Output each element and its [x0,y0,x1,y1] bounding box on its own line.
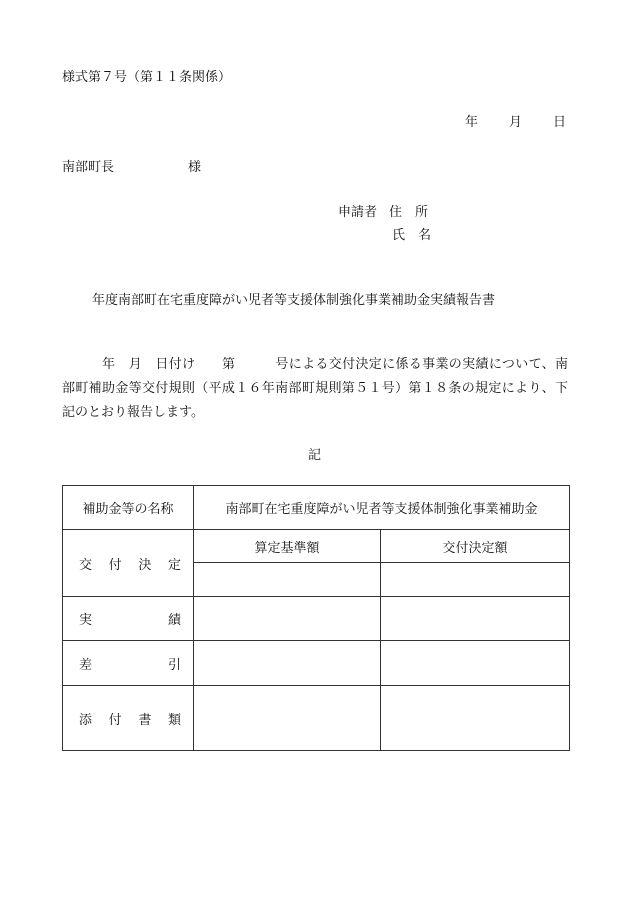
grant-decision-header-row [63,530,570,563]
attachments-label: 添 付 書 類 [63,686,194,751]
report-table [62,485,570,751]
difference-standard-cell[interactable] [194,641,381,686]
applicant-address-row [338,201,428,220]
attachments-row [63,686,570,751]
date-day: 日 [553,115,567,130]
difference-label: 差 引 [63,641,194,686]
subsidy-name-label: 補助金等の名称 [63,486,194,530]
results-decided-cell[interactable] [381,597,570,641]
addressee-name: 南部町長 [62,160,115,175]
subsidy-name-value: 南部町在宅重度障がい児者等支援体制強化事業補助金 [194,486,570,530]
ki-heading: 記 [308,448,322,463]
col-standard-header: 算定基準額 [194,530,381,563]
applicant-address-label: 住 所 [389,205,429,220]
date-year: 年 [465,115,479,130]
date-line [465,111,566,130]
applicant-name-label: 氏 名 [392,228,432,243]
difference-decided-cell[interactable] [381,641,570,686]
report-body: 年 月 日付け 第 号による交付決定に係る事業の実績について、南部町補助金等交付規則（平成１６年南部町規則第５１号）第１８条の規定により、下記のとおり報告します。 [62,357,568,420]
applicant-name-row [392,224,431,243]
attachments-decided-cell[interactable] [381,686,570,751]
addressee-honorific: 様 [188,160,202,175]
report-title: 年度南部町在宅重度障がい児者等支援体制強化事業補助金実績報告書 [92,293,496,308]
date-month: 月 [509,115,523,130]
form-number: 様式第７号（第１１条関係） [62,70,232,85]
standard-amount-cell[interactable] [194,563,381,597]
applicant-label: 申請者 [338,205,378,220]
col-decided-header: 交付決定額 [381,530,570,563]
decided-amount-cell[interactable] [381,563,570,597]
difference-row [63,641,570,686]
addressee [62,156,201,175]
subsidy-name-row [63,486,570,530]
grant-decision-label: 交 付 決 定 [63,530,194,597]
results-row [63,597,570,641]
results-standard-cell[interactable] [194,597,381,641]
attachments-standard-cell[interactable] [194,686,381,751]
results-label: 実 績 [63,597,194,641]
